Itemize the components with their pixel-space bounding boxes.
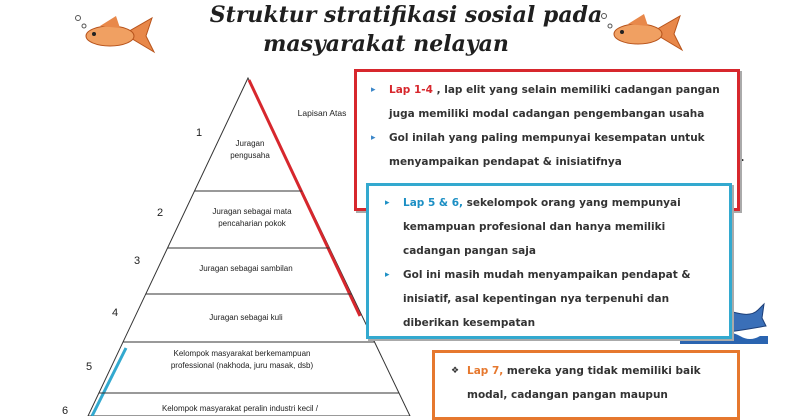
- level-label: pengusaha: [230, 151, 270, 160]
- item-text: sekelompok orang yang mempunyai: [463, 197, 681, 209]
- level-number: 3: [134, 255, 141, 267]
- item-text-continued: inisiatif, asal kepentingan nya terpenuhi dan: [403, 293, 670, 305]
- level-label: pencaharian pokok: [218, 219, 286, 228]
- middle-layer-info-box: [366, 183, 732, 339]
- list-item: [361, 126, 731, 174]
- triangle-bullet-icon: ▸: [371, 133, 376, 143]
- layer-range-label: Lap 7,: [467, 365, 504, 377]
- top-layer-label: Lapisan Atas: [297, 108, 347, 118]
- triangle-bullet-icon: ▸: [385, 270, 390, 280]
- page-title-line1: Struktur stratifikasi sosial pada: [209, 2, 603, 28]
- level-label: Juragan sebagai kuli: [209, 313, 283, 322]
- level-label: Juragan sebagai mata: [212, 207, 292, 216]
- layer-range-label: Lap 1-4: [389, 84, 433, 96]
- page-title-line2: masyarakat nelayan: [263, 31, 509, 57]
- item-text-continued: menyampaikan pendapat & inisiatifnya: [389, 156, 622, 168]
- item-text: Gol inilah yang paling mempunyai kesempatan untuk: [389, 132, 705, 144]
- item-text: , lap elit yang selain memiliki cadangan pangan: [432, 84, 720, 96]
- item-text-continued: kemampuan profesional dan hanya memiliki: [403, 221, 666, 233]
- level-number: 4: [112, 307, 119, 319]
- item-text-continued: cadangan pangan saja: [403, 245, 536, 257]
- list-item: [361, 78, 731, 126]
- item-text-continued: diberikan kesempatan: [403, 317, 536, 329]
- layer-range-label: Lap 5 & 6,: [403, 197, 464, 209]
- list-item: [375, 191, 723, 263]
- item-text-continued: modal, cadangan pangan maupun: [467, 389, 668, 401]
- level-number: 6: [62, 405, 69, 416]
- level-label: Kelompok masyarakat berkemampuan: [173, 349, 311, 358]
- level-label: Juragan sebagai sambilan: [199, 264, 293, 273]
- level-number: 2: [157, 207, 164, 219]
- lower-layer-info-box: [432, 350, 740, 420]
- triangle-bullet-icon: ▸: [385, 198, 390, 208]
- list-item: [375, 263, 723, 335]
- triangle-bullet-icon: ▸: [371, 85, 376, 95]
- item-text: mereka yang tidak memiliki baik: [503, 365, 701, 377]
- level-label: Kelompok masyarakat peralin industri kecil /: [161, 404, 319, 413]
- diamond-bullet-icon: ❖: [451, 366, 460, 376]
- level-label: professional (nakhoda, juru masak, dsb): [170, 361, 314, 370]
- list-item: [441, 359, 731, 407]
- level-number: 1: [196, 127, 203, 139]
- level-label: Juragan: [235, 139, 265, 148]
- item-text-continued: juga memiliki modal cadangan pengembangan usaha: [389, 108, 705, 120]
- level-number: 5: [86, 361, 93, 373]
- item-text: Gol ini masih mudah menyampaikan pendapat &: [403, 269, 691, 281]
